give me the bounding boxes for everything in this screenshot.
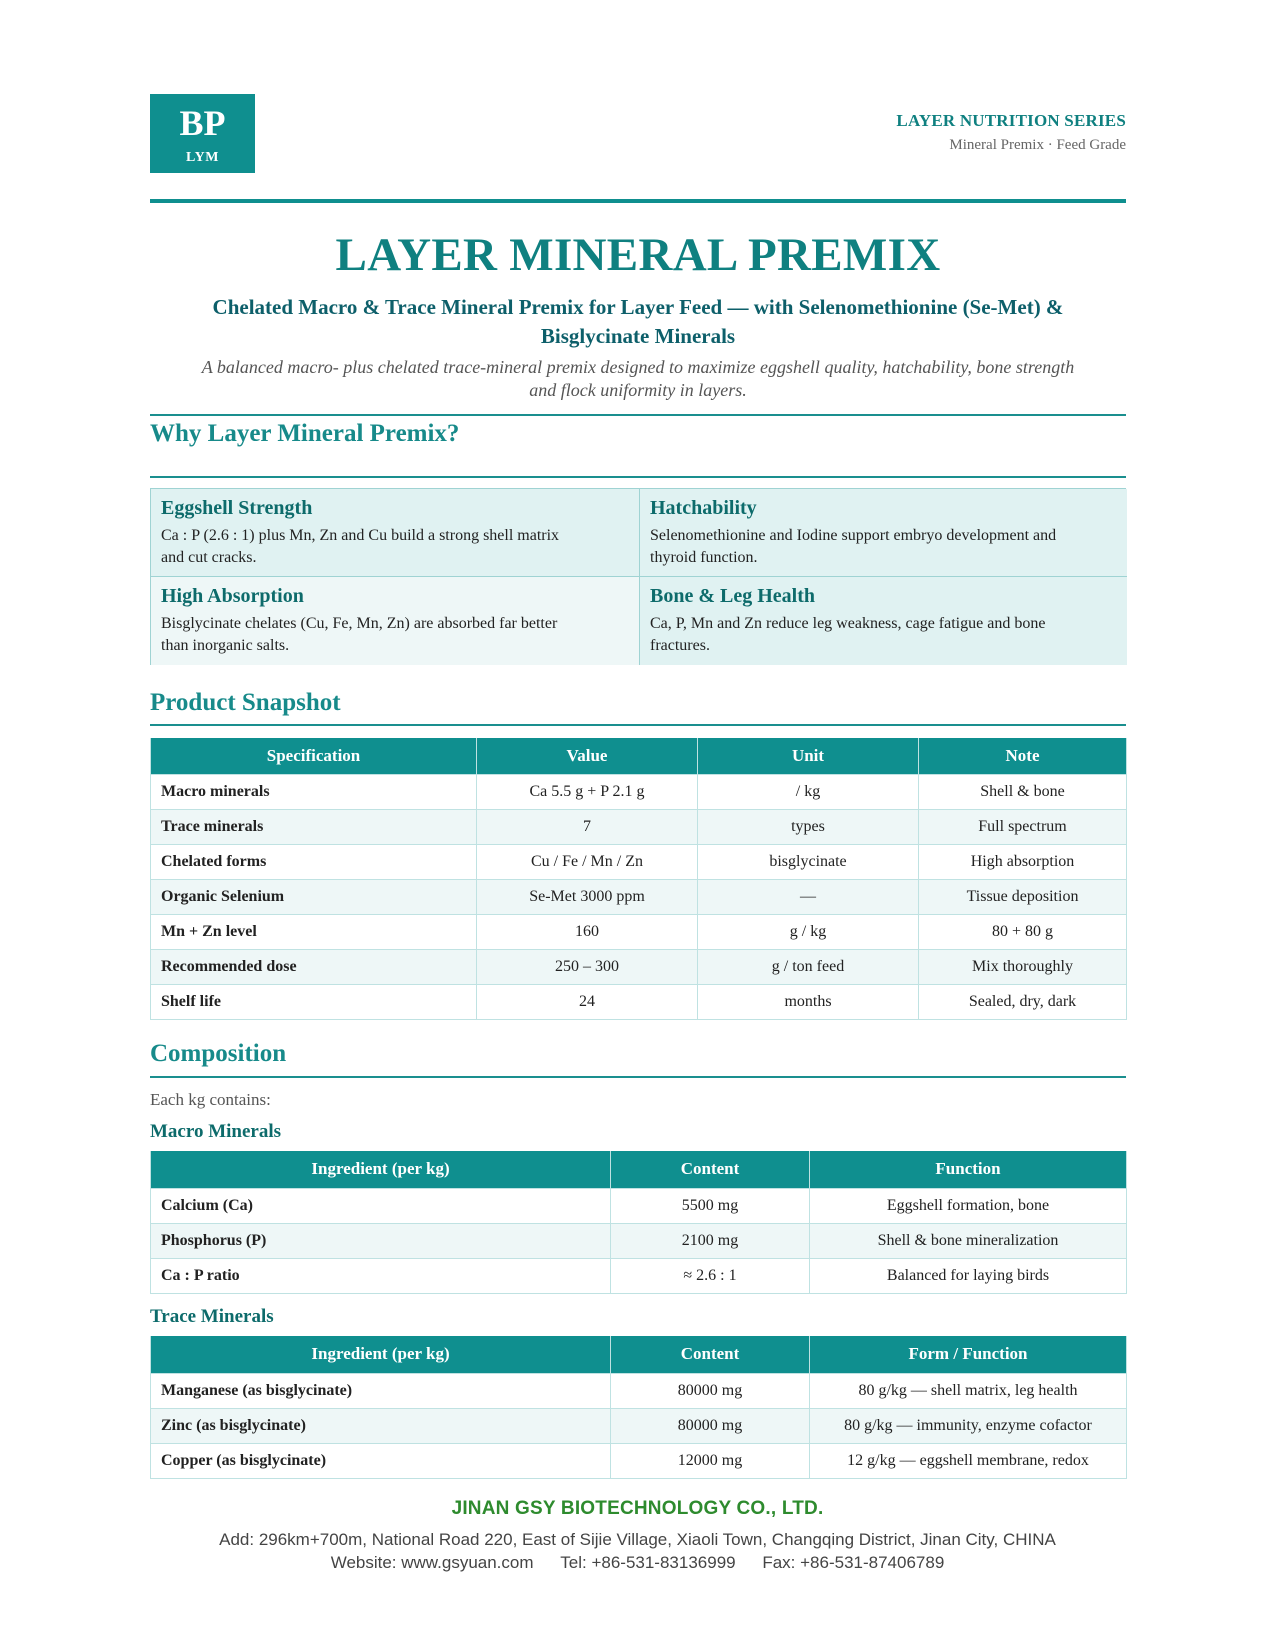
header-divider [150, 199, 1126, 203]
trace-minerals-table [150, 1336, 1127, 1479]
company-website: Website: www.gsyuan.com [330, 1553, 534, 1572]
table-cell: Calcium (Ca) [151, 1188, 611, 1223]
benefit-desc-line: and cut cracks. [161, 549, 257, 566]
company-fax: Fax: +86-531-87406789 [762, 1553, 945, 1572]
benefit-desc-line: fractures. [650, 637, 710, 654]
table-cell: Macro minerals [151, 774, 477, 809]
table-cell: Chelated forms [151, 844, 477, 879]
table-cell: Shell & bone [919, 774, 1127, 809]
table-row [151, 984, 1127, 1019]
table-cell: g / ton feed [698, 949, 919, 984]
table-row [151, 1408, 1127, 1443]
benefit-title: High Absorption [161, 585, 304, 607]
table-cell: Organic Selenium [151, 879, 477, 914]
table-cell: g / kg [698, 914, 919, 949]
table-cell: Ca 5.5 g + P 2.1 g [477, 774, 698, 809]
table-cell: 2100 mg [611, 1223, 810, 1258]
subtitle-line: Chelated Macro & Trace Mineral Premix for Layer Feed — with Selenomethionine (Se-Met) & [212, 295, 1064, 319]
composition-lead: Each kg contains: [150, 1090, 271, 1109]
column-header: Note [919, 738, 1127, 774]
benefits-grid [150, 488, 1126, 665]
column-header: Function [810, 1151, 1127, 1188]
table-row [151, 774, 1127, 809]
composition-divider [150, 1076, 1126, 1078]
macro-heading: Macro Minerals [150, 1121, 282, 1142]
subtitle-line: Bisglycinate Minerals [540, 324, 736, 348]
series-info [896, 111, 1126, 154]
table-row [151, 1443, 1127, 1478]
table-header-row [151, 738, 1127, 774]
snapshot-divider [150, 724, 1126, 726]
macro-minerals-table [150, 1151, 1127, 1294]
table-cell: Full spectrum [919, 809, 1127, 844]
table-cell: 7 [477, 809, 698, 844]
benefit-desc-line: Ca, P, Mn and Zn reduce leg weakness, cage fatigue and bone [650, 615, 1046, 632]
table-cell: 80 g/kg — shell matrix, leg health [810, 1373, 1127, 1408]
benefit-desc-line: thyroid function. [650, 549, 758, 566]
table-cell: High absorption [919, 844, 1127, 879]
table-cell: 5500 mg [611, 1188, 810, 1223]
column-header: Content [611, 1151, 810, 1188]
benefit-card [151, 489, 640, 577]
table-row [151, 1373, 1127, 1408]
table-cell: Mix thoroughly [919, 949, 1127, 984]
table-cell: Recommended dose [151, 949, 477, 984]
benefit-title: Hatchability [650, 497, 757, 519]
table-row [151, 844, 1127, 879]
benefit-card [640, 577, 1127, 665]
table-cell: Trace minerals [151, 809, 477, 844]
table-cell: Zinc (as bisglycinate) [151, 1408, 611, 1443]
trace-heading: Trace Minerals [150, 1306, 274, 1327]
table-cell: — [698, 879, 919, 914]
page-subtitle [150, 293, 1126, 351]
table-row [151, 914, 1127, 949]
table-cell: Manganese (as bisglycinate) [151, 1373, 611, 1408]
page-tagline [150, 356, 1126, 402]
brand-logo [150, 94, 255, 173]
page-title: LAYER MINERAL PREMIX [335, 229, 941, 281]
table-cell: 160 [477, 914, 698, 949]
table-row [151, 949, 1127, 984]
table-cell: 80 + 80 g [919, 914, 1127, 949]
table-row [151, 809, 1127, 844]
table-cell: months [698, 984, 919, 1019]
benefit-card [151, 577, 640, 665]
table-cell: Phosphorus (P) [151, 1223, 611, 1258]
benefit-desc-line: than inorganic salts. [161, 637, 290, 654]
company-name: JINAN GSY BIOTECHNOLOGY CO., LTD. [451, 1498, 824, 1519]
logo-code: LYM [186, 150, 219, 165]
title-divider [150, 414, 1126, 416]
why-heading: Why Layer Mineral Premix? [150, 420, 460, 447]
composition-heading: Composition [150, 1040, 287, 1067]
table-cell: Shelf life [151, 984, 477, 1019]
table-cell: ≈ 2.6 : 1 [611, 1258, 810, 1293]
column-header: Value [477, 738, 698, 774]
why-divider [150, 476, 1126, 478]
table-cell: Balanced for laying birds [810, 1258, 1127, 1293]
table-cell: / kg [698, 774, 919, 809]
table-header-row [151, 1151, 1127, 1188]
table-cell: Ca : P ratio [151, 1258, 611, 1293]
column-header: Specification [151, 738, 477, 774]
table-cell: Mn + Zn level [151, 914, 477, 949]
series-subtitle: Mineral Premix · Feed Grade [949, 137, 1126, 153]
table-cell: Tissue deposition [919, 879, 1127, 914]
table-cell: types [698, 809, 919, 844]
table-row [151, 1223, 1127, 1258]
table-cell: Shell & bone mineralization [810, 1223, 1127, 1258]
benefit-desc [650, 525, 1117, 569]
table-cell: Cu / Fe / Mn / Zn [477, 844, 698, 879]
snapshot-heading: Product Snapshot [150, 689, 341, 716]
column-header: Form / Function [810, 1336, 1127, 1373]
benefit-desc [161, 525, 629, 569]
table-header-row [151, 1336, 1127, 1373]
table-cell: 12 g/kg — eggshell membrane, redox [810, 1443, 1127, 1478]
column-header: Ingredient (per kg) [151, 1151, 611, 1188]
column-header: Unit [698, 738, 919, 774]
table-cell: 80000 mg [611, 1373, 810, 1408]
column-header: Ingredient (per kg) [151, 1336, 611, 1373]
table-cell: 24 [477, 984, 698, 1019]
snapshot-table [150, 738, 1127, 1020]
table-cell: Sealed, dry, dark [919, 984, 1127, 1019]
tagline-line: and flock uniformity in layers. [529, 380, 747, 400]
benefit-title: Bone & Leg Health [650, 585, 815, 607]
series-title: LAYER NUTRITION SERIES [896, 111, 1126, 130]
benefit-card [640, 489, 1127, 577]
logo-mark: BP [179, 103, 226, 143]
table-row [151, 1258, 1127, 1293]
table-row [151, 879, 1127, 914]
table-cell: Se-Met 3000 ppm [477, 879, 698, 914]
benefit-title: Eggshell Strength [161, 497, 313, 519]
benefit-desc [650, 613, 1117, 657]
table-cell: 80 g/kg — immunity, enzyme cofactor [810, 1408, 1127, 1443]
table-row [151, 1188, 1127, 1223]
benefit-desc-line: Bisglycinate chelates (Cu, Fe, Mn, Zn) are absorbed far better [161, 615, 558, 632]
table-cell: Eggshell formation, bone [810, 1188, 1127, 1223]
tagline-line: A balanced macro- plus chelated trace-mineral premix designed to maximize eggshell quality, hatchability, bone strength [201, 357, 1075, 377]
benefit-desc [161, 613, 629, 657]
company-contact [0, 1553, 1275, 1573]
company-tel: Tel: +86-531-83136999 [560, 1553, 736, 1572]
table-cell: 250 – 300 [477, 949, 698, 984]
benefit-desc-line: Ca : P (2.6 : 1) plus Mn, Zn and Cu build a strong shell matrix [161, 527, 560, 544]
table-cell: 12000 mg [611, 1443, 810, 1478]
table-cell: Copper (as bisglycinate) [151, 1443, 611, 1478]
benefit-desc-line: Selenomethionine and Iodine support embryo development and [650, 527, 1057, 544]
table-cell: bisglycinate [698, 844, 919, 879]
company-address: Add: 296km+700m, National Road 220, East of Sijie Village, Xiaoli Town, Changqing District, Jinan City, CHINA [219, 1530, 1056, 1549]
table-cell: 80000 mg [611, 1408, 810, 1443]
column-header: Content [611, 1336, 810, 1373]
